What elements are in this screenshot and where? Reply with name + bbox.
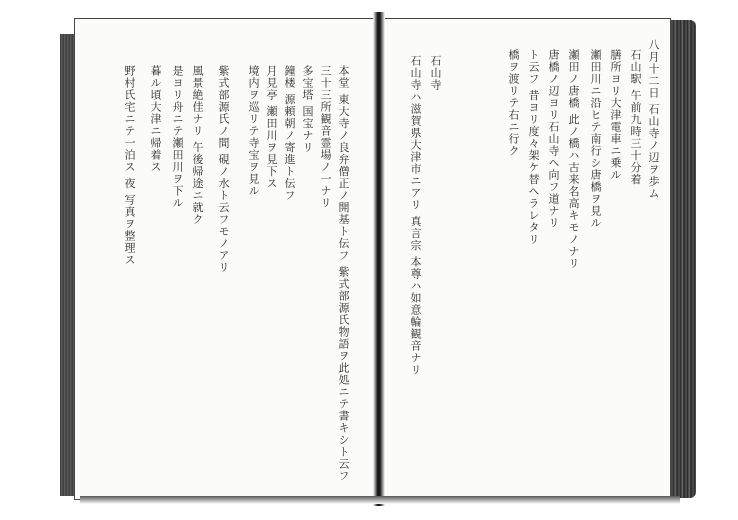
right-page-column-2: 石山駅 午前九時三十分着 [629, 49, 642, 186]
left-page-column-11: 野村氏宅ニテ一泊ス 夜 写真ヲ整理ス [123, 65, 136, 266]
right-page-column-5: 瀬田ノ唐橋 此ノ橋ハ古来名高キモノナリ [567, 49, 580, 270]
page-bottom-shadow [80, 496, 680, 504]
left-page [74, 18, 379, 500]
right-page-column-4: 瀬田川ニ沿ヒテ南行シ唐橋ヲ見ル [589, 49, 602, 229]
right-page-column-7: ト云フ 昔ヨリ度々架ケ替ヘラレタリ [527, 49, 540, 246]
left-page-column-9: 是ヨリ舟ニテ瀬田川ヲ下ル [171, 65, 184, 209]
left-page-column-4: 鐘楼 源頼朝ノ寄進ト伝フ [283, 65, 296, 202]
left-page-column-8: 風景絶佳ナリ 午後帰途ニ就ク [191, 65, 204, 226]
left-page-column-6: 境内ヲ巡リテ寺宝ヲ見ル [247, 65, 260, 197]
right-page-column-6: 唐橋ノ辺ヨリ石山寺ヘ向フ道ナリ [547, 49, 560, 229]
left-page-column-3: 多宝塔 国宝ナリ [301, 65, 314, 154]
right-page-column-1: 八月十二日 石山寺ノ辺ヲ歩ム [647, 39, 660, 200]
right-page [381, 18, 671, 500]
right-page-column-9: 石山寺 [429, 55, 442, 91]
left-page-column-1: 本堂 東大寺ノ良弁僧正ノ開基ト伝フ 紫式部源氏物語ヲ此処ニテ書キシト云フ [337, 65, 350, 482]
left-page-column-10: 暮ル頃大津ニ帰着ス [149, 65, 162, 173]
left-page-column-2: 三十三所観音霊場ノ一ナリ [319, 65, 332, 209]
right-page-column-3: 膳所ヨリ大津電車ニ乗ル [609, 49, 622, 181]
right-page-column-8: 橋ヲ渡リテ右ニ行ク [507, 49, 520, 157]
right-page-column-10: 石山寺ハ滋賀県大津市ニアリ 真言宗 本尊ハ如意輪観音ナリ [409, 55, 422, 376]
left-page-column-7: 紫式部源氏ノ間 硯ノ水ト云フモノアリ [217, 65, 230, 274]
left-page-column-5: 月見亭 瀬田川ヲ見下ス [265, 65, 278, 190]
book-gutter [373, 12, 385, 506]
